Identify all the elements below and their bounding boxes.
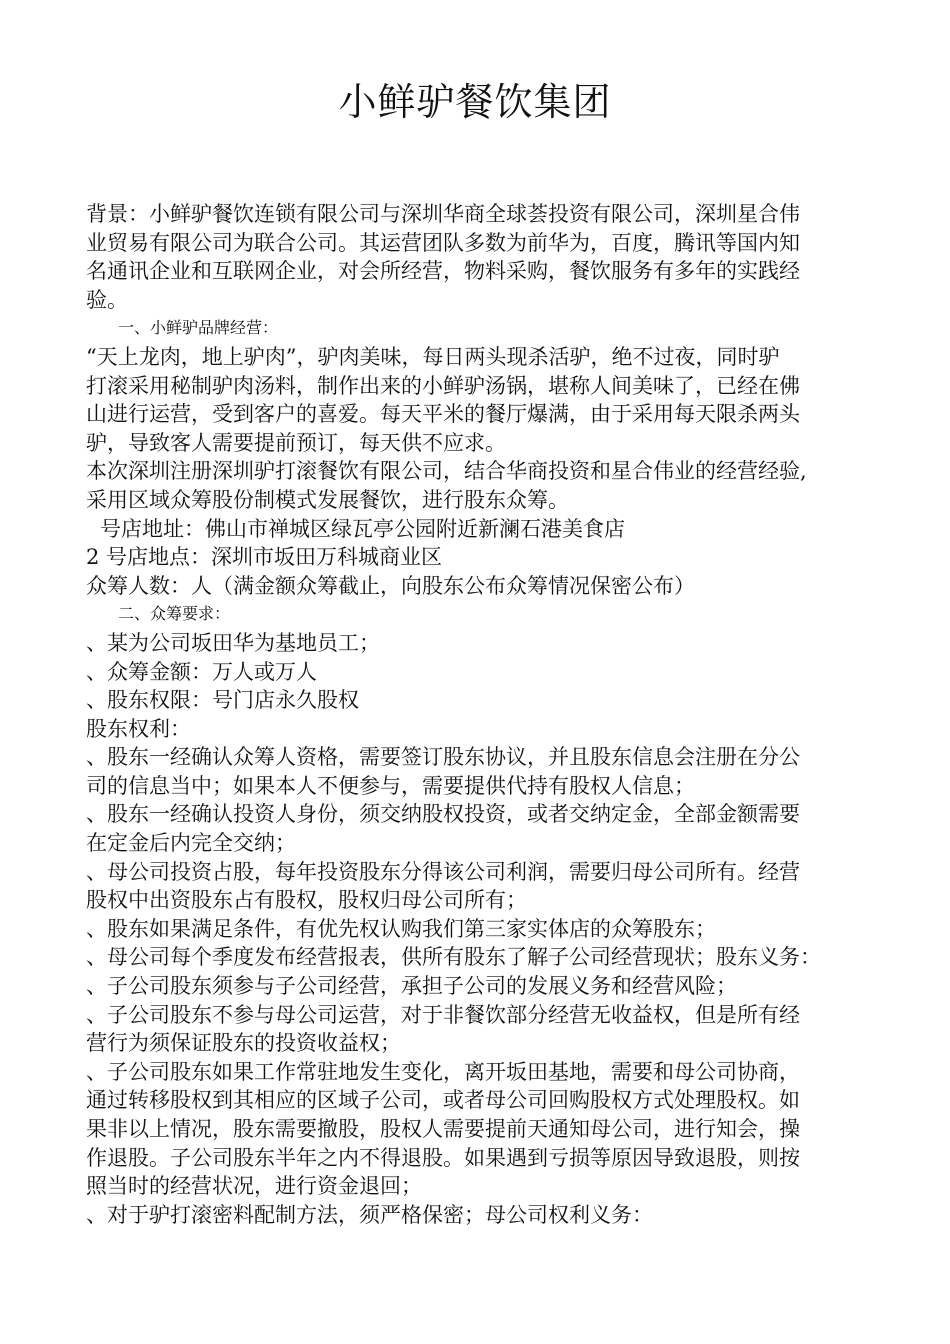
paragraph-line: 、股东一经确认投资人身份，须交纳股权投资，或者交纳定金，全部金额需要 xyxy=(86,802,800,827)
paragraph-line: 、母公司投资占股，每年投资股东分得该公司利润，需要归母公司所有。经营 xyxy=(86,859,800,884)
paragraph-line: 作退股。子公司股东半年之内不得退股。如果遇到亏损等原因导致退股，则按 xyxy=(86,1145,800,1170)
paragraph-line: 股权中出资股东占有股权，股权归母公司所有； xyxy=(86,888,527,913)
paragraph-line: 本次深圳注册深圳驴打滚餐饮有限公司，结合华商投资和星合伟业的经营经验, xyxy=(86,459,807,484)
paragraph-line: 山进行运营，受到客户的喜爱。每天平米的餐厅爆满，由于采用每天限杀两头 xyxy=(86,402,800,427)
section-heading-brand: 一、小鲜驴品牌经营： xyxy=(118,318,279,338)
paragraph-line: 名通讯企业和互联网企业，对会所经营，物料采购，餐饮服务有多年的实践经 xyxy=(86,259,800,284)
shareholder-rights-heading: 股东权利： xyxy=(86,716,191,741)
paragraph-line: 通过转移股权到其相应的区域子公司，或者母公司回购股权方式处理股权。如 xyxy=(86,1088,800,1113)
paragraph-line: 打滚采用秘制驴肉汤料，制作出来的小鲜驴汤锅，堪称人间美味了，已经在佛 xyxy=(86,373,800,398)
paragraph-line: “天上龙肉，地上驴肉”，驴肉美味，每日两头现杀活驴，绝不过夜，同时驴 xyxy=(86,344,780,369)
paragraph-line: 、子公司股东如果工作常驻地发生变化，离开坂田基地，需要和母公司协商， xyxy=(86,1059,800,1084)
paragraph-line: 、子公司股东不参与母公司运营，对于非餐饮部分经营无收益权，但是所有经 xyxy=(86,1002,800,1027)
paragraph-line: 、母公司每个季度发布经营报表，供所有股东了解子公司经营现状；股东义务： xyxy=(86,945,821,970)
crowdfunding-count: 众筹人数：人（满金额众筹截止，向股东公布众筹情况保密公布） xyxy=(86,573,695,598)
requirement-item: 、股东权限：号门店永久股权 xyxy=(86,688,359,713)
paragraph-line: 、对于驴打滚密料配制方法，须严格保密；母公司权利义务： xyxy=(86,1202,653,1227)
paragraph-line: 营行为须保证股东的投资收益权； xyxy=(86,1031,401,1056)
paragraph-line: 果非以上情况，股东需要撤股，股权人需要提前天通知母公司，进行知会，操 xyxy=(86,1117,800,1141)
paragraph-line: 司的信息当中；如果本人不便参与，需要提供代持有股权人信息； xyxy=(86,773,695,798)
paragraph-line: 、股东一经确认众筹人资格，需要签订股东协议，并且股东信息会注册在分公 xyxy=(86,745,800,770)
store-2-address: 2 号店地点：深圳市坂田万科城商业区 xyxy=(86,545,443,570)
paragraph-line: 照当时的经营状况，进行资金退回； xyxy=(86,1174,422,1199)
document-body xyxy=(86,200,876,1229)
requirement-item: 、某为公司坂田华为基地员工； xyxy=(86,630,380,655)
document-title: 小鲜驴餐饮集团 xyxy=(338,80,612,124)
section-heading-requirements: 二、众筹要求： xyxy=(118,604,231,624)
paragraph-line: 、股东如果满足条件，有优先权认购我们第三家实体店的众筹股东； xyxy=(86,916,716,941)
paragraph-line: 、子公司股东须参与子公司经营，承担子公司的发展义务和经营风险； xyxy=(86,974,737,999)
paragraph-line: 业贸易有限公司为联合公司。其运营团队多数为前华为，百度，腾讯等国内知 xyxy=(86,230,800,255)
store-1-address: 号店地址：佛山市禅城区绿瓦亭公园附近新澜石港美食店 xyxy=(100,516,625,541)
requirement-item: 、众筹金额：万人或万人 xyxy=(86,659,317,684)
paragraph-line: 背景：小鲜驴餐饮连锁有限公司与深圳华商全球荟投资有限公司，深圳星合伟 xyxy=(86,202,800,226)
paragraph-line: 在定金后内完全交纳； xyxy=(86,831,296,856)
paragraph-line: 驴，导致客人需要提前预订，每天供不应求。 xyxy=(86,430,506,455)
paragraph-line: 采用区域众筹股份制模式发展餐饮，进行股东众筹。 xyxy=(86,487,569,512)
paragraph-line: 验。 xyxy=(86,287,128,312)
